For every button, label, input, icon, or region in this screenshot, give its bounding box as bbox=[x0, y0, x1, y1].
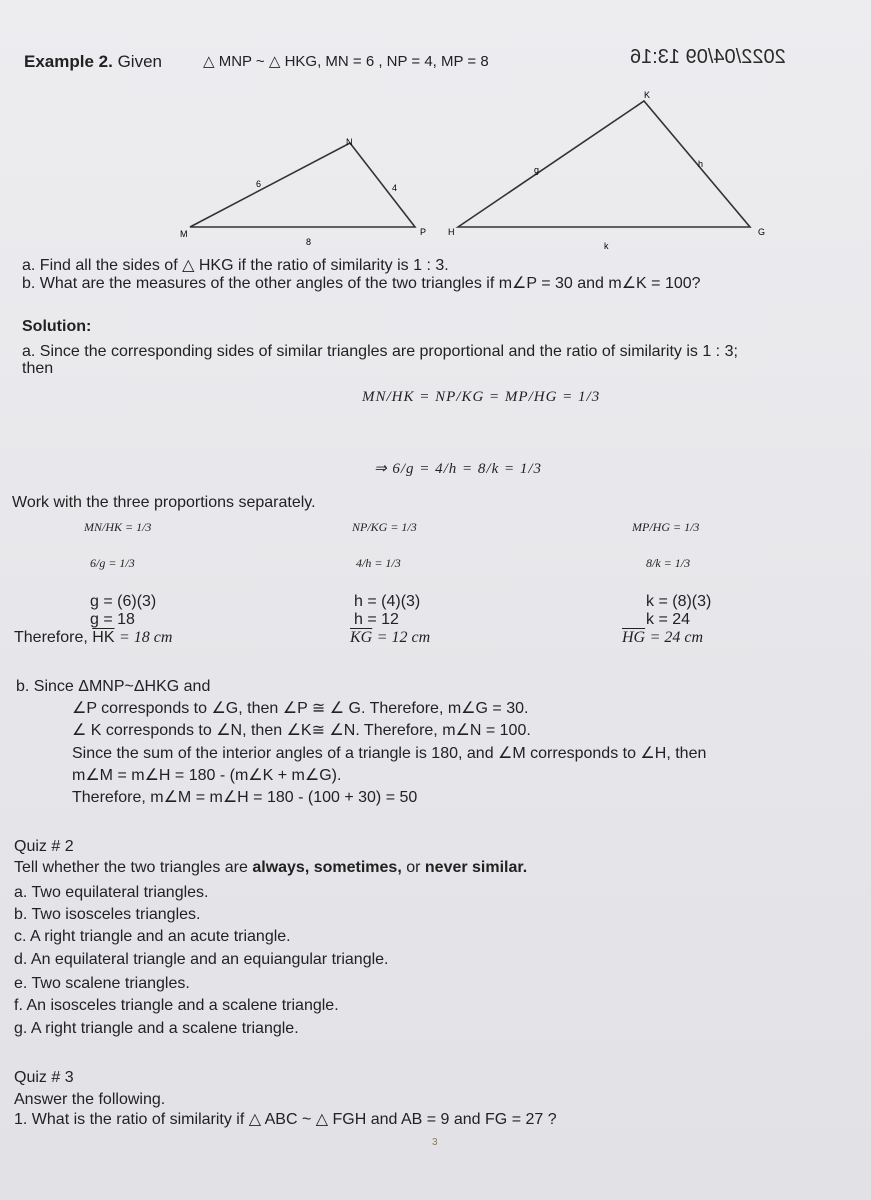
quiz2-item: c. A right triangle and an acute triangle. bbox=[14, 928, 291, 945]
triangle-hkg bbox=[458, 101, 750, 227]
proportion-equation-2: ⇒ 6/g = 4/h = 8/k = 1/3 bbox=[374, 461, 543, 477]
solution-b-line4: m∠M = m∠H = 180 - (m∠K + m∠G). bbox=[72, 767, 342, 784]
quiz2-instr-or: or bbox=[401, 859, 425, 876]
solution-b-line2: ∠ K corresponds to ∠N, then ∠K≅ ∠N. Therefore, m∠N = 100. bbox=[72, 722, 531, 739]
side-kg-label: h bbox=[698, 159, 704, 169]
col3-ratio: MP/HG = 1/3 bbox=[632, 520, 700, 534]
quiz2-instr-always: always, sometimes, bbox=[252, 859, 402, 876]
question-a: a. Find all the sides of △ HKG if the ratio of similarity is 1 : 3. bbox=[22, 257, 449, 274]
solution-b-intro: b. Since ΔMNP~ΔHKG and bbox=[16, 678, 211, 695]
quiz3-question-1: 1. What is the ratio of similarity if △ ABC ~ △ FGH and AB = 9 and FG = 27 ? bbox=[14, 1111, 557, 1128]
vertex-h-label: H bbox=[448, 227, 455, 237]
quiz2-item: a. Two equilateral triangles. bbox=[14, 884, 209, 901]
side-hk-label: g bbox=[534, 165, 540, 175]
given-statement: △ MNP ~ △ HKG, MN = 6 , NP = 4, MP = 8 bbox=[203, 53, 489, 70]
col3-substitute: 8/k = 1/3 bbox=[646, 556, 691, 570]
col3-conclusion bbox=[622, 629, 703, 647]
col1-conclusion bbox=[14, 629, 172, 647]
quiz2-item: d. An equilateral triangle and an equiangular triangle. bbox=[14, 951, 389, 968]
example-heading bbox=[24, 53, 162, 71]
segment-hk: $\overline{HK}$ bbox=[92, 629, 115, 646]
work-label: Work with the three proportions separately. bbox=[12, 494, 316, 511]
vertex-n-label: N bbox=[346, 137, 353, 147]
quiz3-title: Quiz # 3 bbox=[14, 1069, 74, 1086]
col3-result: k = 24 bbox=[646, 611, 691, 628]
example-label: Example 2. bbox=[24, 52, 113, 71]
timestamp-mirrored bbox=[630, 48, 786, 66]
col1-result: g = 18 bbox=[90, 611, 135, 628]
col2-substitute: 4/h = 1/3 bbox=[356, 556, 401, 570]
quiz2-instructions bbox=[14, 859, 527, 877]
solution-a-line2: then bbox=[22, 360, 54, 377]
col1-ratio: MN/HK = 1/3 bbox=[84, 520, 152, 534]
col1-substitute: 6/g = 1/3 bbox=[90, 556, 135, 570]
therefore-word: Therefore, bbox=[14, 629, 88, 646]
quiz2-instr-never: never similar. bbox=[424, 859, 528, 876]
quiz2-title: Quiz # 2 bbox=[14, 838, 74, 855]
quiz2-instr-part1: Tell whether the two triangles are bbox=[14, 859, 253, 876]
hk-value: = 18 cm bbox=[118, 629, 173, 646]
solution-b-line1: ∠P corresponds to ∠G, then ∠P ≅ ∠ G. Therefore, m∠G = 30. bbox=[72, 700, 529, 717]
quiz3-instructions: Answer the following. bbox=[14, 1091, 166, 1108]
side-hg-label: k bbox=[604, 241, 609, 251]
solution-b-line5: Therefore, m∠M = m∠H = 180 - (100 + 30) = 50 bbox=[72, 789, 418, 806]
quiz2-item: g. A right triangle and a scalene triangle. bbox=[14, 1020, 299, 1037]
quiz2-item: f. An isosceles triangle and a scalene triangle. bbox=[14, 997, 339, 1014]
col3-multiply: k = (8)(3) bbox=[646, 593, 712, 610]
side-mp-label: 8 bbox=[306, 237, 312, 247]
proportion-equation-1: MN/HK = NP/KG = MP/HG = 1/3 bbox=[362, 389, 601, 405]
quiz2-item: b. Two isosceles triangles. bbox=[14, 906, 201, 923]
col2-ratio: NP/KG = 1/3 bbox=[352, 520, 417, 534]
col2-multiply: h = (4)(3) bbox=[354, 593, 421, 610]
vertex-k-label: K bbox=[644, 90, 651, 100]
timestamp-text: 2022/04/09 13:16 bbox=[630, 46, 786, 68]
given-word: Given bbox=[117, 52, 162, 71]
vertex-p-label: P bbox=[420, 227, 427, 237]
hg-value: = 24 cm bbox=[649, 629, 704, 646]
segment-hg: $\overline{HG}$ bbox=[622, 629, 646, 646]
question-b: b. What are the measures of the other angles of the two triangles if m∠P = 30 and m∠K = 100? bbox=[22, 275, 701, 292]
solution-heading: Solution: bbox=[22, 318, 92, 335]
vertex-g-label: G bbox=[758, 227, 766, 237]
solution-a-line1: a. Since the corresponding sides of similar triangles are proportional and the ratio of similarity is 1 : 3; bbox=[22, 343, 738, 360]
side-mn-label: 6 bbox=[256, 179, 262, 189]
col2-conclusion bbox=[350, 629, 430, 647]
quiz3-handwritten-note: 3 bbox=[432, 1137, 438, 1148]
kg-value: = 12 cm bbox=[376, 629, 431, 646]
similar-triangles-figure bbox=[160, 85, 780, 255]
col2-result: h = 12 bbox=[354, 611, 399, 628]
vertex-m-label: M bbox=[180, 229, 188, 239]
segment-kg: $\overline{KG}$ bbox=[350, 629, 373, 646]
triangle-mnp bbox=[190, 143, 415, 227]
solution-b-line3: Since the sum of the interior angles of a triangle is 180, and ∠M corresponds to ∠H, then bbox=[72, 745, 707, 762]
quiz2-item: e. Two scalene triangles. bbox=[14, 975, 190, 992]
side-np-label: 4 bbox=[392, 183, 398, 193]
col1-multiply: g = (6)(3) bbox=[90, 593, 157, 610]
